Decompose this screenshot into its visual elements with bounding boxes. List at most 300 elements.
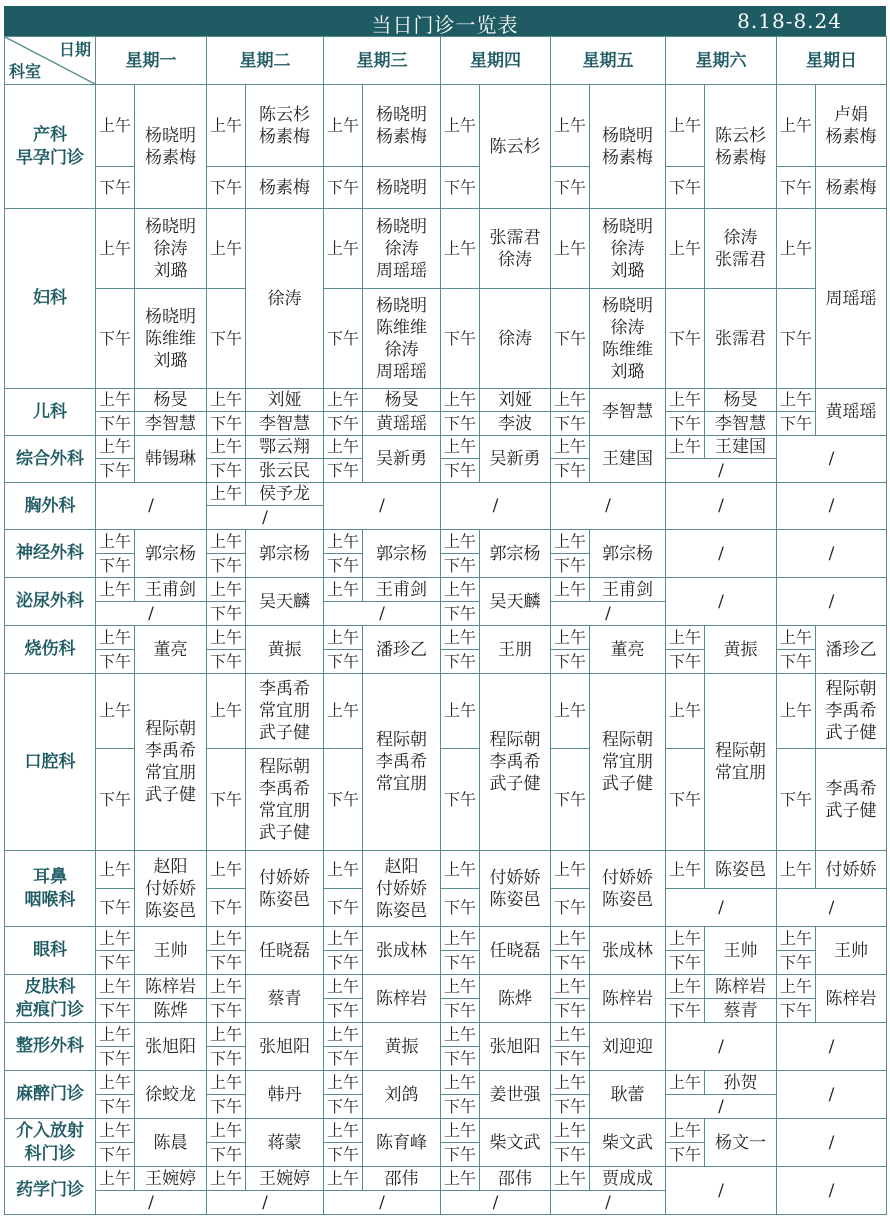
doctor-cell: 程际朝 李禹希 常宜朋 (363, 674, 441, 851)
pm-label: 下午 (551, 412, 590, 436)
department-row-am (5, 530, 887, 554)
am-label: 上午 (324, 975, 363, 999)
am-label: 上午 (324, 674, 363, 749)
am-label: 上午 (207, 674, 246, 749)
am-label: 上午 (324, 927, 363, 951)
doctor-cell: 黄振 (246, 626, 324, 674)
am-label: 上午 (777, 674, 816, 749)
doctor-cell: 付娇娇 陈姿邑 (590, 851, 666, 927)
no-clinic-cell-pm: / (207, 1191, 324, 1215)
am-label: 上午 (441, 626, 480, 650)
pm-label: 下午 (441, 459, 480, 483)
pm-label: 下午 (777, 999, 816, 1023)
am-label: 上午 (666, 209, 705, 289)
pm-label: 下午 (324, 749, 363, 851)
pm-label: 下午 (207, 289, 246, 389)
no-clinic-cell: / (777, 1071, 887, 1119)
pm-label: 下午 (441, 412, 480, 436)
am-label: 上午 (551, 578, 590, 602)
doctor-cell: 韩锡琳 (135, 436, 207, 483)
page-title: 当日门诊一览表 (371, 13, 519, 37)
no-clinic-cell-pm: / (324, 602, 441, 626)
department-row-am (5, 927, 887, 951)
pm-label: 下午 (551, 289, 590, 389)
pm-label: 下午 (551, 1095, 590, 1119)
am-label: 上午 (324, 1167, 363, 1191)
am-label: 上午 (666, 85, 705, 167)
pm-label: 下午 (324, 412, 363, 436)
am-label: 上午 (207, 436, 246, 459)
doctor-cell: 陈梓岩 (590, 975, 666, 1023)
no-clinic-cell: / (666, 578, 777, 626)
am-label: 上午 (441, 851, 480, 889)
pm-label: 下午 (207, 999, 246, 1023)
doctor-cell: 王帅 (705, 927, 777, 975)
pm-label: 下午 (207, 889, 246, 927)
pm-label: 下午 (551, 650, 590, 674)
am-label: 上午 (666, 927, 705, 951)
no-clinic-cell: / (666, 1023, 777, 1071)
doctor-cell: 王帅 (135, 927, 207, 975)
doctor-cell-pm: 杨晓明 徐涛 陈维维 刘璐 (590, 289, 666, 389)
doctor-cell-am: 王婉婷 (246, 1167, 324, 1191)
pm-label: 下午 (96, 459, 135, 483)
pm-label: 下午 (324, 1143, 363, 1167)
department-name: 麻醉门诊 (5, 1071, 96, 1119)
no-clinic-cell-pm: / (96, 602, 207, 626)
doctor-cell-am: 杨旻 (135, 389, 207, 412)
no-clinic-cell: / (441, 483, 551, 530)
am-label: 上午 (96, 389, 135, 412)
doctor-cell: 柴文武 (480, 1119, 551, 1167)
am-label: 上午 (551, 530, 590, 554)
pm-label: 下午 (96, 650, 135, 674)
doctor-cell: 徐蛟龙 (135, 1071, 207, 1119)
doctor-cell-am: 陈梓岩 (705, 975, 777, 999)
pm-label: 下午 (324, 951, 363, 975)
doctor-cell: 任晓磊 (480, 927, 551, 975)
am-label: 上午 (207, 209, 246, 289)
pm-label: 下午 (207, 602, 246, 626)
pm-label: 下午 (96, 999, 135, 1023)
day-header: 星期日 (777, 37, 887, 85)
am-label: 上午 (441, 1023, 480, 1047)
day-header: 星期四 (441, 37, 551, 85)
pm-label: 下午 (441, 999, 480, 1023)
am-label: 上午 (777, 851, 816, 889)
pm-label: 下午 (207, 167, 246, 209)
doctor-cell-am: 孙贺 (705, 1071, 777, 1095)
pm-label: 下午 (441, 650, 480, 674)
doctor-cell-am: 王甫剑 (135, 578, 207, 602)
department-name: 胸外科 (5, 483, 96, 530)
pm-label: 下午 (207, 650, 246, 674)
doctor-cell-pm: 陈烨 (135, 999, 207, 1023)
doctor-cell: 蔡青 (246, 975, 324, 1023)
pm-label: 下午 (441, 554, 480, 578)
doctor-cell-am: 杨旻 (705, 389, 777, 412)
pm-label: 下午 (551, 889, 590, 927)
pm-label: 下午 (551, 749, 590, 851)
department-row-am (5, 389, 887, 412)
am-label: 上午 (777, 626, 816, 650)
pm-label: 下午 (207, 1143, 246, 1167)
doctor-cell-am: 陈云杉 杨素梅 (246, 85, 324, 167)
doctor-cell: 陈云杉 杨素梅 (705, 85, 777, 209)
corner-dept-label: 科室 (9, 62, 42, 81)
doctor-cell-am: 徐涛 张霈君 (705, 209, 777, 289)
doctor-cell: 王帅 (816, 927, 887, 975)
am-label: 上午 (777, 927, 816, 951)
doctor-cell-am: 刘娅 (480, 389, 551, 412)
pm-label: 下午 (666, 650, 705, 674)
pm-label: 下午 (777, 167, 816, 209)
no-clinic-cell: / (777, 1119, 887, 1167)
no-clinic-cell: / (551, 483, 666, 530)
pm-label: 下午 (777, 289, 816, 389)
pm-label: 下午 (324, 999, 363, 1023)
pm-label: 下午 (324, 1095, 363, 1119)
pm-label: 下午 (324, 889, 363, 927)
am-label: 上午 (207, 1119, 246, 1143)
no-clinic-cell-pm: / (207, 506, 324, 530)
pm-label: 下午 (324, 167, 363, 209)
pm-label: 下午 (324, 650, 363, 674)
am-label: 上午 (441, 209, 480, 289)
am-label: 上午 (551, 1071, 590, 1095)
pm-label: 下午 (777, 650, 816, 674)
am-label: 上午 (777, 85, 816, 167)
pm-label: 下午 (441, 1143, 480, 1167)
pm-label: 下午 (96, 951, 135, 975)
department-name: 整形外科 (5, 1023, 96, 1071)
doctor-cell: 赵阳 付娇娇 陈姿邑 (135, 851, 207, 927)
doctor-cell: 潘珍乙 (363, 626, 441, 674)
am-label: 上午 (96, 85, 135, 167)
department-row-am (5, 975, 887, 999)
am-label: 上午 (324, 85, 363, 167)
no-clinic-cell: / (777, 1023, 887, 1071)
department-row-am (5, 483, 887, 506)
pm-label: 下午 (441, 1047, 480, 1071)
doctor-cell-am: 刘娅 (246, 389, 324, 412)
am-label: 上午 (324, 578, 363, 602)
pm-label: 下午 (441, 289, 480, 389)
am-label: 上午 (441, 1071, 480, 1095)
doctor-cell-am: 杨晓明 徐涛 刘璐 (590, 209, 666, 289)
am-label: 上午 (207, 975, 246, 999)
doctor-cell-pm: 杨晓明 陈维维 刘璐 (135, 289, 207, 389)
doctor-cell-pm: 李智慧 (135, 412, 207, 436)
doctor-cell: 张旭阳 (246, 1023, 324, 1071)
no-clinic-cell-pm: / (666, 1095, 777, 1119)
pm-label: 下午 (96, 1095, 135, 1119)
doctor-cell: 黄振 (705, 626, 777, 674)
pm-label: 下午 (666, 999, 705, 1023)
pm-label: 下午 (324, 459, 363, 483)
doctor-cell: 吴新勇 (363, 436, 441, 483)
doctor-cell-am: 邵伟 (363, 1167, 441, 1191)
pm-label: 下午 (551, 1143, 590, 1167)
am-label: 上午 (207, 389, 246, 412)
department-row-pm (5, 999, 887, 1023)
doctor-cell-pm: 黄瑶瑶 (363, 412, 441, 436)
department-row-am (5, 674, 887, 749)
doctor-cell-am: 鄂云翔 (246, 436, 324, 459)
doctor-cell: 张旭阳 (135, 1023, 207, 1071)
doctor-cell: 张旭阳 (480, 1023, 551, 1071)
doctor-cell-pm: 杨素梅 (246, 167, 324, 209)
am-label: 上午 (96, 927, 135, 951)
department-row-am (5, 1071, 887, 1095)
am-label: 上午 (96, 530, 135, 554)
pm-label: 下午 (551, 951, 590, 975)
department-row-am (5, 209, 887, 289)
doctor-cell-pm: 李禹希 武子健 (816, 749, 887, 851)
am-label: 上午 (551, 626, 590, 650)
department-name: 泌尿外科 (5, 578, 96, 626)
pm-label: 下午 (441, 951, 480, 975)
doctor-cell: 柴文武 (590, 1119, 666, 1167)
pm-label: 下午 (207, 1095, 246, 1119)
pm-label: 下午 (324, 554, 363, 578)
am-label: 上午 (441, 436, 480, 459)
am-label: 上午 (441, 389, 480, 412)
pm-label: 下午 (96, 289, 135, 389)
doctor-cell-am: 王甫剑 (363, 578, 441, 602)
no-clinic-cell: / (777, 1167, 887, 1215)
department-name: 耳鼻 咽喉科 (5, 851, 96, 927)
doctor-cell: 陈烨 (480, 975, 551, 1023)
pm-label: 下午 (666, 1143, 705, 1167)
pm-label: 下午 (96, 749, 135, 851)
doctor-cell: 郭宗杨 (246, 530, 324, 578)
department-name: 烧伤科 (5, 626, 96, 674)
doctor-cell: 蒋蒙 (246, 1119, 324, 1167)
am-label: 上午 (207, 85, 246, 167)
am-label: 上午 (96, 578, 135, 602)
pm-label: 下午 (441, 167, 480, 209)
pm-label: 下午 (96, 554, 135, 578)
department-row-am (5, 578, 887, 602)
pm-label: 下午 (666, 412, 705, 436)
doctor-cell: 杨文一 (705, 1119, 777, 1167)
doctor-cell: 郭宗杨 (590, 530, 666, 578)
am-label: 上午 (551, 85, 590, 167)
am-label: 上午 (96, 1119, 135, 1143)
am-label: 上午 (207, 530, 246, 554)
am-label: 上午 (324, 436, 363, 459)
department-name: 妇科 (5, 209, 96, 389)
doctor-cell: 张成林 (363, 927, 441, 975)
am-label: 上午 (551, 674, 590, 749)
am-label: 上午 (324, 1071, 363, 1095)
doctor-cell: 任晓磊 (246, 927, 324, 975)
doctor-cell-pm: 程际朝 李禹希 常宜朋 武子健 (246, 749, 324, 851)
doctor-cell-am: 李禹希 常宜朋 武子健 (246, 674, 324, 749)
doctor-cell: 王建国 (590, 436, 666, 483)
doctor-cell-am: 张霈君 徐涛 (480, 209, 551, 289)
doctor-cell: 李智慧 (590, 389, 666, 436)
pm-label: 下午 (441, 602, 480, 626)
schedule-table (4, 36, 887, 1215)
no-clinic-cell-pm: / (96, 1191, 207, 1215)
am-label: 上午 (207, 1023, 246, 1047)
am-label: 上午 (551, 1119, 590, 1143)
pm-label: 下午 (666, 167, 705, 209)
am-label: 上午 (441, 578, 480, 602)
am-label: 上午 (324, 530, 363, 554)
doctor-cell-pm: 张云民 (246, 459, 324, 483)
doctor-cell: 黄瑶瑶 (816, 389, 887, 436)
pm-label: 下午 (777, 412, 816, 436)
pm-label: 下午 (324, 1047, 363, 1071)
department-name: 药学门诊 (5, 1167, 96, 1215)
day-header: 星期五 (551, 37, 666, 85)
doctor-cell: 杨晓明 杨素梅 (590, 85, 666, 209)
doctor-cell: 程际朝 常宜朋 (705, 674, 777, 851)
no-clinic-cell: / (777, 578, 887, 626)
pm-label: 下午 (551, 459, 590, 483)
day-header: 星期二 (207, 37, 324, 85)
am-label: 上午 (441, 1167, 480, 1191)
doctor-cell: 董亮 (590, 626, 666, 674)
doctor-cell: 刘鸽 (363, 1071, 441, 1119)
doctor-cell-am: 邵伟 (480, 1167, 551, 1191)
doctor-cell: 陈云杉 (480, 85, 551, 209)
am-label: 上午 (96, 436, 135, 459)
am-label: 上午 (666, 436, 705, 459)
department-name: 神经外科 (5, 530, 96, 578)
am-label: 上午 (324, 1023, 363, 1047)
department-row-am (5, 436, 887, 459)
no-clinic-cell-pm: / (666, 889, 777, 927)
day-header: 星期三 (324, 37, 441, 85)
no-clinic-cell: / (777, 483, 887, 530)
am-label: 上午 (777, 389, 816, 412)
doctor-cell: 吴天麟 (480, 578, 551, 626)
doctor-cell-am: 贾成成 (590, 1167, 666, 1191)
department-row-am (5, 1167, 887, 1191)
pm-label: 下午 (666, 951, 705, 975)
am-label: 上午 (666, 975, 705, 999)
doctor-cell: 刘迎迎 (590, 1023, 666, 1071)
am-label: 上午 (96, 851, 135, 889)
pm-label: 下午 (551, 999, 590, 1023)
no-clinic-cell-pm: / (551, 602, 666, 626)
am-label: 上午 (96, 674, 135, 749)
doctor-cell-am: 陈梓岩 (135, 975, 207, 999)
doctor-cell: 黄振 (363, 1023, 441, 1071)
am-label: 上午 (324, 209, 363, 289)
doctor-cell-am: 王甫剑 (590, 578, 666, 602)
doctor-cell-am: 程际朝 李禹希 武子健 (816, 674, 887, 749)
doctor-cell: 程际朝 李禹希 武子健 (480, 674, 551, 851)
am-label: 上午 (207, 927, 246, 951)
am-label: 上午 (441, 530, 480, 554)
department-row-am (5, 85, 887, 167)
pm-label: 下午 (207, 951, 246, 975)
am-label: 上午 (551, 436, 590, 459)
am-label: 上午 (551, 1167, 590, 1191)
am-label: 上午 (666, 1119, 705, 1143)
no-clinic-cell-pm: / (324, 1191, 441, 1215)
pm-label: 下午 (96, 412, 135, 436)
doctor-cell-am: 侯予龙 (246, 483, 324, 506)
doctor-cell-pm: 张霈君 (705, 289, 777, 389)
am-label: 上午 (324, 626, 363, 650)
am-label: 上午 (551, 209, 590, 289)
am-label: 上午 (207, 626, 246, 650)
doctor-cell-am: 杨旻 (363, 389, 441, 412)
department-name: 皮肤科 疤痕门诊 (5, 975, 96, 1023)
pm-label: 下午 (207, 412, 246, 436)
doctor-cell-pm: 李智慧 (246, 412, 324, 436)
pm-label: 下午 (441, 889, 480, 927)
am-label: 上午 (207, 1167, 246, 1191)
department-row-am (5, 851, 887, 889)
am-label: 上午 (441, 927, 480, 951)
doctor-cell-am: 杨晓明 杨素梅 (363, 85, 441, 167)
am-label: 上午 (666, 626, 705, 650)
am-label: 上午 (666, 851, 705, 889)
doctor-cell: 王朋 (480, 626, 551, 674)
department-name: 儿科 (5, 389, 96, 436)
department-name: 眼科 (5, 927, 96, 975)
doctor-cell-pm: 杨素梅 (816, 167, 887, 209)
department-row-pm (5, 412, 887, 436)
pm-label: 下午 (96, 1143, 135, 1167)
am-label: 上午 (324, 851, 363, 889)
doctor-cell: 付娇娇 陈姿邑 (480, 851, 551, 927)
pm-label: 下午 (777, 749, 816, 851)
am-label: 上午 (551, 1023, 590, 1047)
no-clinic-cell: / (96, 483, 207, 530)
doctor-cell-pm: 李智慧 (705, 412, 777, 436)
am-label: 上午 (666, 1071, 705, 1095)
department-row-pm (5, 289, 887, 389)
no-clinic-cell: / (666, 1167, 777, 1215)
pm-label: 下午 (441, 749, 480, 851)
am-label: 上午 (96, 975, 135, 999)
doctor-cell: 吴天麟 (246, 578, 324, 626)
doctor-cell-am: 付娇娇 (816, 851, 887, 889)
am-label: 上午 (96, 1023, 135, 1047)
doctor-cell: 程际朝 李禹希 常宜朋 武子健 (135, 674, 207, 851)
doctor-cell: 陈育峰 (363, 1119, 441, 1167)
no-clinic-cell: / (666, 530, 777, 578)
doctor-cell: 吴新勇 (480, 436, 551, 483)
doctor-cell: 郭宗杨 (363, 530, 441, 578)
no-clinic-cell: / (324, 483, 441, 530)
pm-label: 下午 (96, 1047, 135, 1071)
day-header: 星期六 (666, 37, 777, 85)
department-name: 口腔科 (5, 674, 96, 851)
am-label: 上午 (551, 389, 590, 412)
corner-date-label: 日期 (58, 40, 91, 59)
pm-label: 下午 (551, 167, 590, 209)
pm-label: 下午 (551, 554, 590, 578)
am-label: 上午 (207, 483, 246, 506)
department-row-am (5, 1119, 887, 1143)
no-clinic-cell: / (666, 483, 777, 530)
doctor-cell-am: 王建国 (705, 436, 777, 459)
am-label: 上午 (96, 1071, 135, 1095)
doctor-cell: 潘珍乙 (816, 626, 887, 674)
doctor-cell: 赵阳 付娇娇 陈姿邑 (363, 851, 441, 927)
doctor-cell: 郭宗杨 (135, 530, 207, 578)
am-label: 上午 (96, 209, 135, 289)
